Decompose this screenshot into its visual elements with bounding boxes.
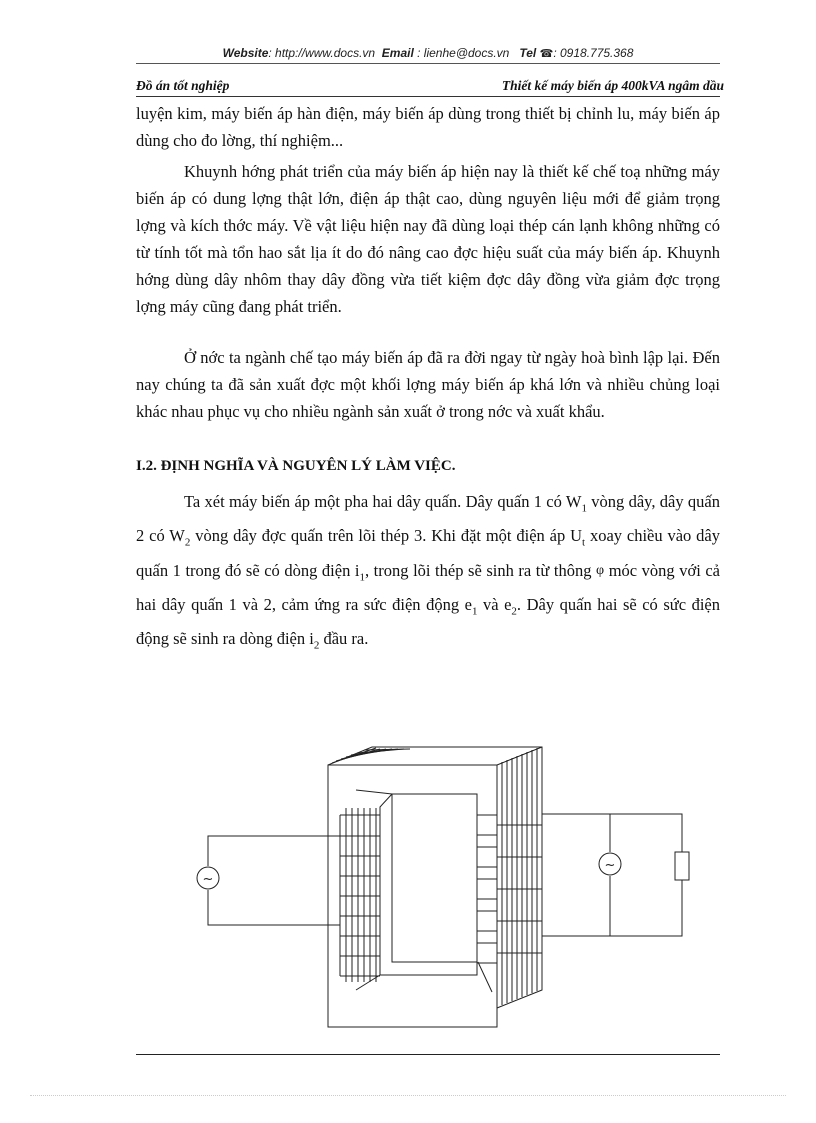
load-resistor [675, 852, 689, 880]
footer-divider [136, 1054, 720, 1055]
paragraph-4: Ta xét máy biến áp một pha hai dây quấn. Dây quấn 1 có $W_1$ vòng dây, dây quấn 2 có $W_2$ vòng dây đợc quấn trên lõi thép 3. Khi đặt một điện áp $U_t$ xoay chiều vào dây quấn 1 trong đó sẽ có dòng điện $i_1$, trong lõi thép sẽ sinh ra từ thông φ móc vòng với cả hai dây quấn 1 và 2, cảm ứng ra sức điện động $e_1$ và $e_2$. Dây quấn hai sẽ có sức điện động sẽ sinh ra dòng điện $i_2$ đầu ra. [136, 492, 720, 652]
page-edge-divider [30, 1095, 786, 1096]
header-divider [136, 96, 720, 97]
source1-symbol: ~ [202, 872, 214, 887]
paragraph-1: luyện kim, máy biến áp hàn điện, máy biến áp dùng trong thiết bị chỉnh lu, máy biến áp dùng cho đo lờng, thí nghiệm... [136, 104, 720, 150]
email-value[interactable]: : lienhe@docs.vn [417, 46, 510, 60]
tel-label: Tel [519, 46, 537, 60]
top-divider [136, 63, 720, 64]
source2-symbol: ~ [604, 858, 616, 873]
paragraph-2: Khuynh hớng phát triển của máy biến áp hiện nay là thiết kế chế toạ những máy biến áp có dung lợng thật lớn, điện áp thật cao, dùng nguyên liệu mới để giảm trọng lợng và kích thớc máy. Về vật liệu hiện nay đã dùng loại thép cán lạnh không những có từ tính tốt mà tổn hao sắt lịa ít do đó nâng cao đợc hiệu suất của máy biến áp. Khuynh hớng dùng dây nhôm thay dây đồng vừa tiết kiệm đợc dây đồng vừa giảm đợc trọng lợng máy cũng đang phát triển. [136, 162, 720, 316]
section-heading: I.2. ĐỊNH NGHĨA VÀ NGUYÊN LÝ LÀM VIỆC. [136, 458, 456, 474]
phi-symbol: φ [596, 562, 605, 578]
header-right: Thiết kế máy biến áp 400kVA ngâm dầu [501, 78, 724, 93]
email-label: Email [381, 46, 414, 60]
website-label: Website [222, 46, 269, 60]
tel-value: : 0918.775.368 [553, 46, 634, 60]
paragraph-3: Ở nớc ta ngành chế tạo máy biến áp đã ra đời ngay từ ngày hoà bình lập lại. Đến nay chúng ta đã sản xuất đợc một khối lợng máy biến áp khá lớn và nhiều chủng loại khác nhau phục vụ cho nhiều ngành sản xuất ở trong nớc và xuất khẩu. [136, 348, 720, 421]
header-left: Đồ án tốt nghiệp [136, 78, 230, 93]
website-value[interactable]: : http://www.docs.vn [268, 46, 376, 60]
site-info-bar [136, 46, 720, 60]
transformer-diagram [190, 700, 700, 1030]
phone-icon: ☎ [539, 48, 554, 60]
